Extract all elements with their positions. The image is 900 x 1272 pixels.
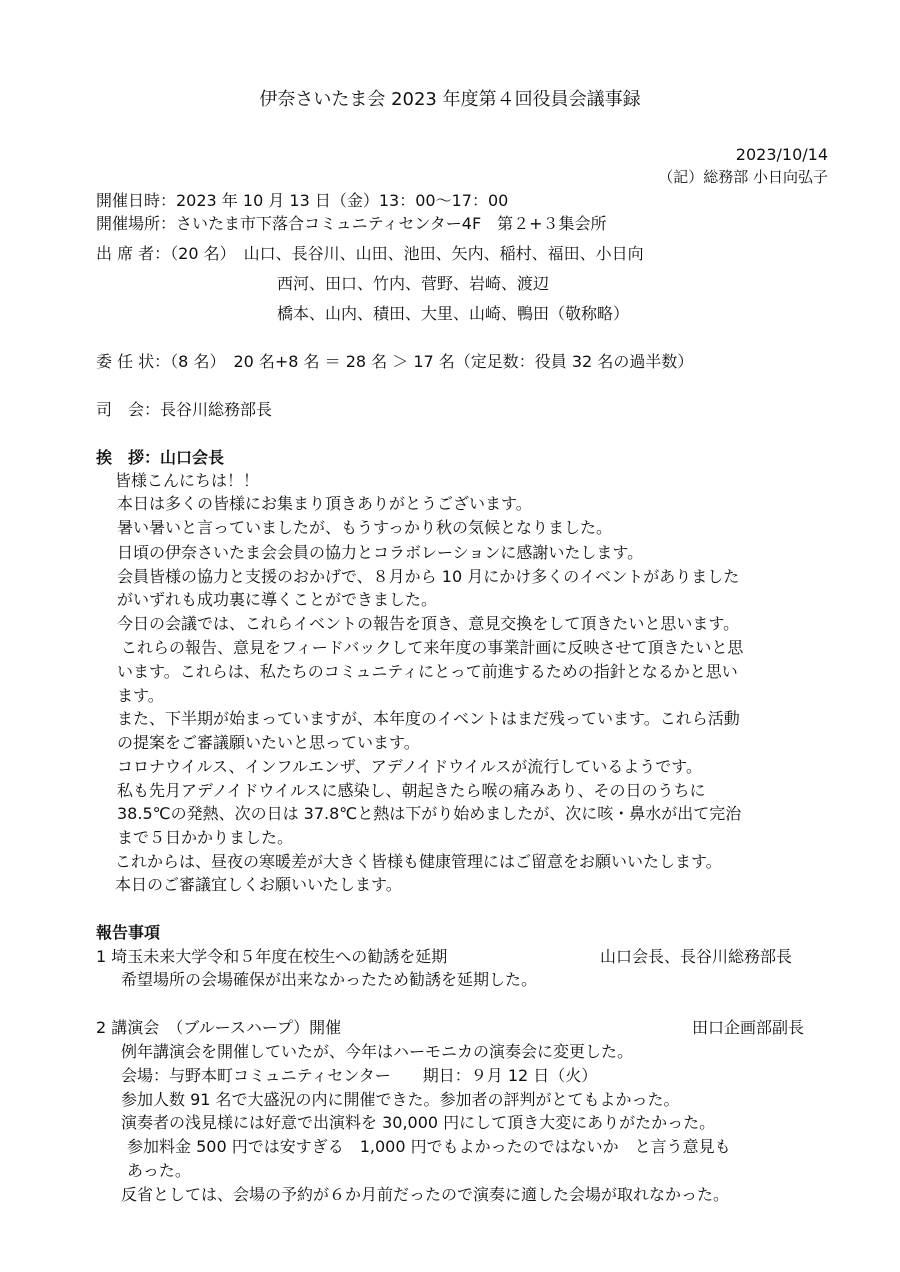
greeting-line: の提案をご審議願いたいと思っています。 bbox=[117, 733, 420, 752]
greeting-line: コロナウイルス、インフルエンザ、アデノイドウイルスが流行しているようです。 bbox=[117, 757, 702, 776]
report-2-line: 会場：与野本町コミュニティセンター 期日：９月 12 日（火） bbox=[121, 1066, 598, 1085]
report-2-line: あった。 bbox=[127, 1161, 191, 1180]
greeting-line: がいずれも成功裏に導くことができました。 bbox=[117, 590, 438, 609]
report-1-responsible: 山口会長、長谷川総務部長 bbox=[600, 947, 793, 966]
greeting-line: います。これらは、私たちのコミュニティにとって前進するための指針となるかと思い bbox=[117, 662, 738, 681]
chair-line: 司 会：長谷川総務部長 bbox=[96, 400, 273, 419]
greeting-line: 今日の会議では、これらイベントの報告を頂き、意見交換をして頂きたいと思います。 bbox=[117, 614, 740, 633]
report-2-title: 2 講演会 （ブルースハープ）開催 bbox=[96, 1018, 342, 1037]
report-2-line: 参加料金 500 円では安すぎる 1,000 円でもよかったのではないか と言う意見も bbox=[127, 1137, 731, 1156]
greeting-line: 暑い暑いと言っていましたが、もうすっかり秋の気候となりました。 bbox=[117, 518, 613, 537]
greeting-line: 日頃の伊奈さいたま会会員の協力とコラボレーションに感謝いたします。 bbox=[117, 543, 644, 562]
report-2-line: 参加人数 91 名で大盛況の内に開催できた。参加者の評判がとてもよかった。 bbox=[121, 1090, 680, 1109]
greeting-line: 本日のご審議宜しくお願いいたします。 bbox=[115, 875, 402, 894]
greeting-heading: 挨 拶：山口会長 bbox=[96, 448, 225, 467]
greeting-line: これらの報告、意見をフィードバックして来年度の事業計画に反映させて頂きたいと思 bbox=[121, 638, 744, 657]
document-title: 伊奈さいたま会 2023 年度第４回役員会議事録 bbox=[259, 89, 641, 110]
report-1-detail: 希望場所の会場確保が出来なかったため勧誘を延期した。 bbox=[121, 970, 538, 989]
report-2-line: 演奏者の浅見様には好意で出演料を 30,000 円にして頂き大変にありがたかった。 bbox=[121, 1113, 716, 1132]
attendees-line-3: 橋本、山内、積田、大里、山崎、鴨田（敬称略） bbox=[277, 304, 630, 323]
greeting-line: 皆様こんにちは！！ bbox=[115, 471, 260, 490]
recorder-line: （記）総務部 小日向弘子 bbox=[658, 168, 828, 186]
greeting-line: これからは、昼夜の寒暖差が大きく皆様も健康管理にはご留意をお願いいたします。 bbox=[115, 852, 722, 871]
report-2-responsible: 田口企画部副長 bbox=[692, 1018, 805, 1037]
attendees-line-1: 出 席 者：（20 名） 山口、長谷川、山田、池田、矢内、稲村、福田、小日向 bbox=[96, 244, 644, 263]
meeting-datetime: 開催日時：2023 年 10 月 13 日（金）13：00〜17：00 bbox=[96, 191, 509, 210]
greeting-line: 私も先月アデノイドウイルスに感染し、朝起きたら喉の痛みあり、その日のうちに bbox=[117, 781, 706, 800]
proxy-line: 委 任 状：（8 名） 20 名+8 名 ＝ 28 名 ＞ 17 名（定足数：役員 32 名の過半数） bbox=[96, 352, 694, 371]
report-2-line: 反省としては、会場の予約が６か月前だったので演奏に適した会場が取れなかった。 bbox=[121, 1185, 730, 1204]
attendees-line-2: 西河、田口、竹内、菅野、岩崎、渡辺 bbox=[277, 274, 550, 293]
greeting-line: ます。 bbox=[117, 686, 164, 705]
report-2-line: 例年講演会を開催していたが、今年はハーモニカの演奏会に変更した。 bbox=[121, 1042, 634, 1061]
greeting-line: まで５日かかりました。 bbox=[117, 828, 294, 847]
greeting-line: 会員皆様の協力と支援のおかげで、８月から 10 月にかけ多くのイベントがありました bbox=[117, 567, 740, 586]
reports-heading: 報告事項 bbox=[96, 923, 161, 942]
greeting-line: また、下半期が始まっていますが、本年度のイベントはまだ残っています。これら活動 bbox=[117, 709, 740, 728]
document-date: 2023/10/14 bbox=[735, 145, 828, 164]
greeting-line: 38.5℃の発熱、次の日は 37.8℃と熱は下がり始めましたが、次に咳・鼻水が出て完治 bbox=[117, 804, 742, 823]
meeting-venue: 開催場所：さいたま市下落合コミュニティセンター4F 第２+３集会所 bbox=[96, 214, 607, 233]
greeting-line: 本日は多くの皆様にお集まり頂きありがとうございます。 bbox=[117, 494, 532, 513]
report-1-title: 1 埼玉未来大学令和５年度在校生への勧誘を延期 bbox=[96, 947, 448, 966]
